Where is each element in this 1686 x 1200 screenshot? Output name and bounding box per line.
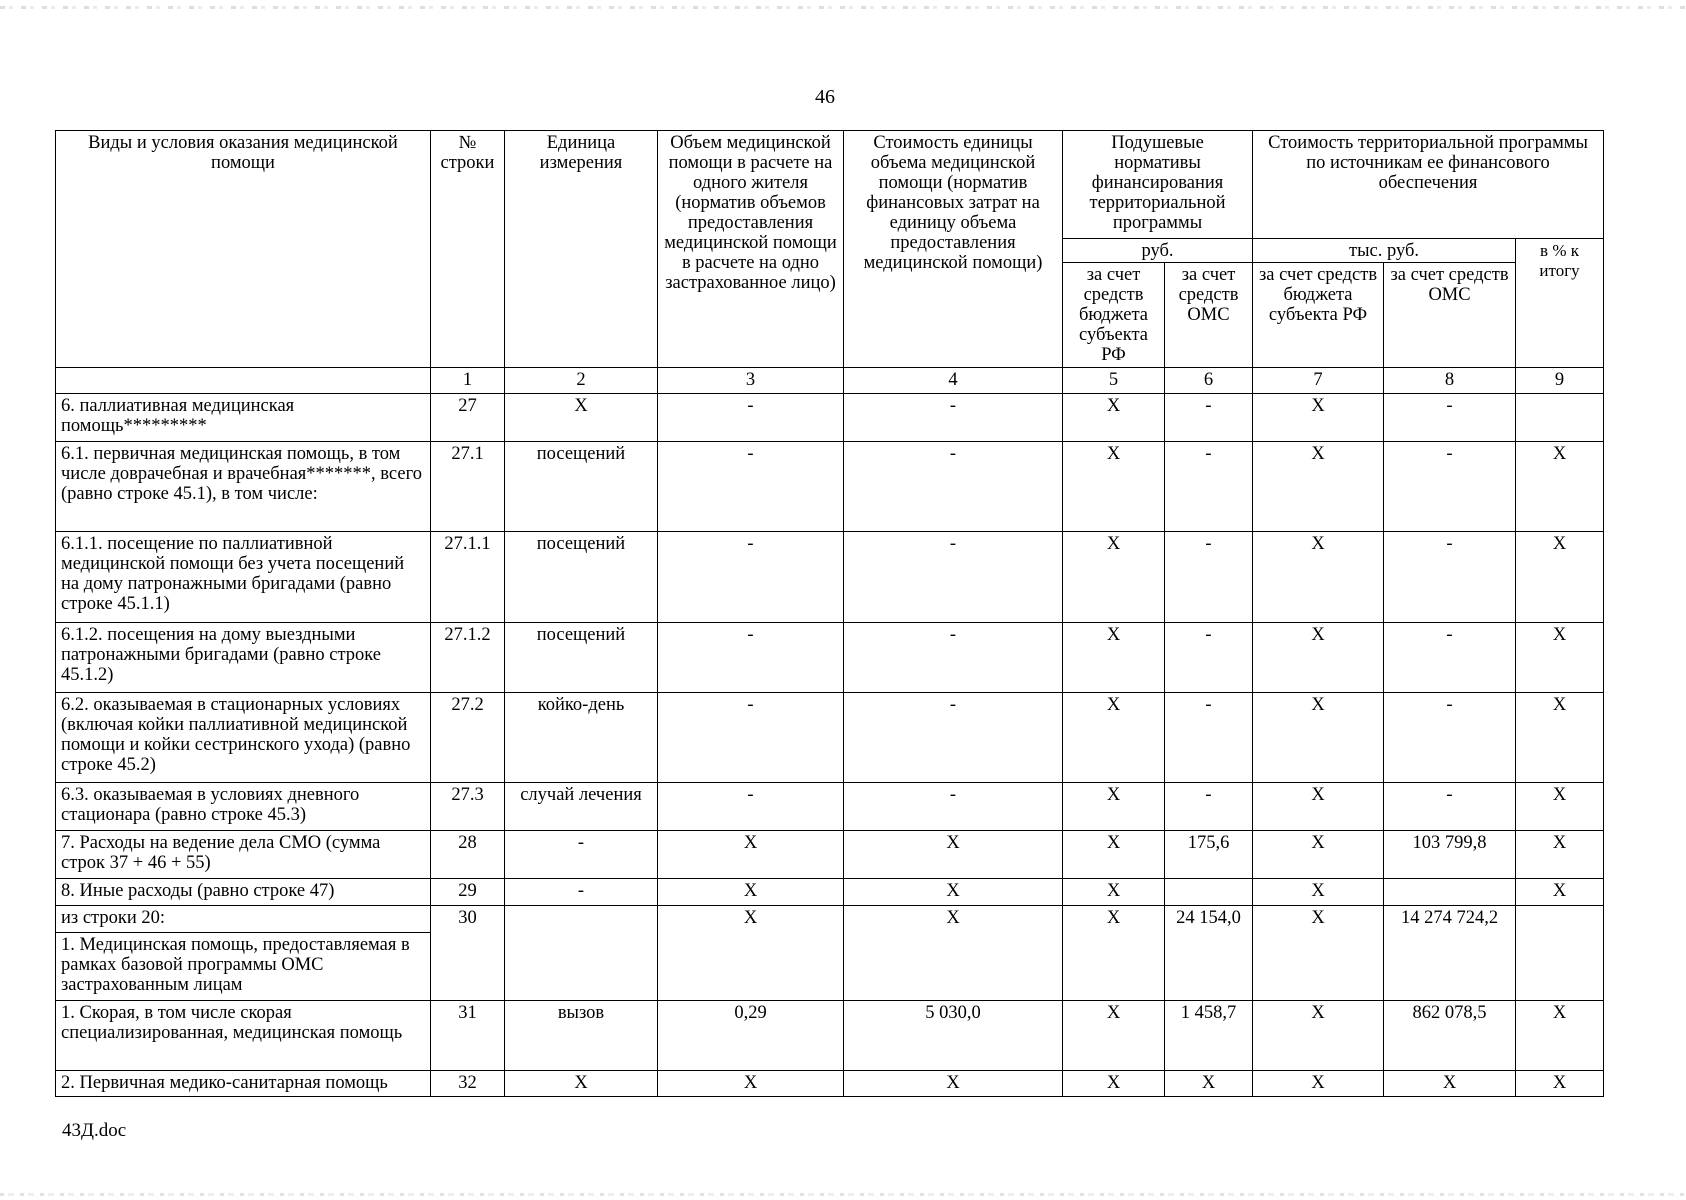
header-thous-rub: тыс. руб. [1253, 239, 1516, 263]
row-budget-rub: X [1063, 394, 1165, 442]
row-oms-thous: - [1384, 532, 1516, 623]
row-unit-cost: X [844, 831, 1063, 879]
header-unit: Единица измерения [505, 131, 658, 368]
row-unit: X [505, 1071, 658, 1097]
col-number [56, 368, 431, 394]
row-number: 30 [431, 906, 505, 1001]
col-number: 3 [658, 368, 844, 394]
row-budget-thous: X [1253, 442, 1384, 532]
row-unit: случай лечения [505, 783, 658, 831]
row-unit: посещений [505, 532, 658, 623]
header-oms-thous: за счет средств ОМС [1384, 263, 1516, 368]
row-budget-thous: X [1253, 693, 1384, 783]
row-oms-thous: - [1384, 623, 1516, 693]
row-percent: X [1516, 783, 1604, 831]
row-unit-cost: X [844, 879, 1063, 906]
column-numbers-row [56, 368, 1604, 394]
row-budget-rub: X [1063, 623, 1165, 693]
row-volume: - [658, 442, 844, 532]
row-budget-thous: X [1253, 831, 1384, 879]
row-oms-rub: - [1165, 532, 1253, 623]
row-budget-thous: X [1253, 1071, 1384, 1097]
row-percent: X [1516, 879, 1604, 906]
row-unit-cost: X [844, 1071, 1063, 1097]
table-row [56, 879, 1604, 906]
row-oms-rub: X [1165, 1071, 1253, 1097]
row-budget-rub: X [1063, 831, 1165, 879]
col-number: 9 [1516, 368, 1604, 394]
row-oms-rub: - [1165, 783, 1253, 831]
row-name: 6.1.2. посещения на дому выездными патронажными бригадами (равно строке 45.1.2) [56, 623, 431, 693]
table-row [56, 831, 1604, 879]
row-unit: койко-день [505, 693, 658, 783]
header-budget-thous: за счет средств бюджета субъекта РФ [1253, 263, 1384, 368]
row-oms-thous: X [1384, 1071, 1516, 1097]
table-row [56, 442, 1604, 532]
row-budget-thous: X [1253, 1001, 1384, 1071]
row-number: 27.2 [431, 693, 505, 783]
row-volume: 0,29 [658, 1001, 844, 1071]
col-number: 7 [1253, 368, 1384, 394]
row-budget-rub: X [1063, 906, 1165, 1001]
row-name: 6. паллиативная медицинская помощь********* [56, 394, 431, 442]
row-oms-thous: 14 274 724,2 [1384, 906, 1516, 1001]
table-row [56, 1071, 1604, 1097]
row-unit-cost: - [844, 394, 1063, 442]
page-number: 46 [815, 86, 835, 108]
col-number: 6 [1165, 368, 1253, 394]
row-oms-thous: 862 078,5 [1384, 1001, 1516, 1071]
row-oms-rub: - [1165, 442, 1253, 532]
row-number: 27.1.1 [431, 532, 505, 623]
row-unit: посещений [505, 623, 658, 693]
row-unit-cost: - [844, 442, 1063, 532]
row-number: 29 [431, 879, 505, 906]
row-oms-thous: - [1384, 693, 1516, 783]
row-percent: X [1516, 623, 1604, 693]
row-unit: вызов [505, 1001, 658, 1071]
row-percent: X [1516, 1071, 1604, 1097]
table-row [56, 532, 1604, 623]
header-oms-rub: за счет средств ОМС [1165, 263, 1253, 368]
header-cost: Стоимость территориальной программы по источникам ее финансового обеспечения [1253, 131, 1604, 239]
row-name: 6.2. оказываемая в стационарных условиях (включая койки паллиативной медицинской помощи и койки сестринского ухода) (равно строке 45.2) [56, 693, 431, 783]
row-oms-thous [1384, 879, 1516, 906]
header-row-1 [56, 131, 1604, 239]
row-percent: X [1516, 693, 1604, 783]
row-unit: - [505, 879, 658, 906]
row-name: из строки 20: [56, 906, 431, 933]
row-unit: - [505, 831, 658, 879]
row-volume: - [658, 783, 844, 831]
header-budget-rub: за счет средств бюджета субъекта РФ [1063, 263, 1165, 368]
document-filename: 43Д.doc [62, 1120, 127, 1141]
row-percent: X [1516, 831, 1604, 879]
row-unit-cost: X [844, 906, 1063, 1001]
col-number: 2 [505, 368, 658, 394]
row-oms-thous: 103 799,8 [1384, 831, 1516, 879]
row-volume: X [658, 906, 844, 1001]
row-number: 27 [431, 394, 505, 442]
row-oms-rub: 24 154,0 [1165, 906, 1253, 1001]
row-unit-cost: 5 030,0 [844, 1001, 1063, 1071]
row-oms-thous: - [1384, 442, 1516, 532]
row-unit-cost: - [844, 623, 1063, 693]
col-number: 8 [1384, 368, 1516, 394]
col-number: 5 [1063, 368, 1165, 394]
table-row [56, 693, 1604, 783]
row-percent [1516, 906, 1604, 1001]
financing-table [55, 130, 1604, 1097]
row-oms-rub: - [1165, 623, 1253, 693]
row-number: 32 [431, 1071, 505, 1097]
col-number: 4 [844, 368, 1063, 394]
row-unit: посещений [505, 442, 658, 532]
row-number: 27.3 [431, 783, 505, 831]
row-percent: X [1516, 532, 1604, 623]
row-number: 27.1.2 [431, 623, 505, 693]
row-budget-thous: X [1253, 906, 1384, 1001]
row-budget-rub: X [1063, 1071, 1165, 1097]
row-budget-thous: X [1253, 879, 1384, 906]
row-oms-rub: 1 458,7 [1165, 1001, 1253, 1071]
row-oms-rub: - [1165, 394, 1253, 442]
scan-noise-bottom [0, 1193, 1686, 1196]
row-name: 7. Расходы на ведение дела СМО (сумма строк 37 + 46 + 55) [56, 831, 431, 879]
header-percent: в % к итогу [1516, 239, 1604, 368]
row-name-continued: 1. Медицинская помощь, предоставляемая в рамках базовой программы ОМС застрахованным лицам [56, 933, 431, 1001]
row-budget-thous: X [1253, 783, 1384, 831]
row-oms-rub: - [1165, 693, 1253, 783]
row-volume: - [658, 532, 844, 623]
row-name: 6.1.1. посещение по паллиативной медицинской помощи без учета посещений на дому патронажными бригадами (равно строке 45.1.1) [56, 532, 431, 623]
row-oms-rub: 175,6 [1165, 831, 1253, 879]
row-unit-cost: - [844, 532, 1063, 623]
row-oms-thous: - [1384, 783, 1516, 831]
row-number: 31 [431, 1001, 505, 1071]
row-budget-rub: X [1063, 442, 1165, 532]
row-budget-rub: X [1063, 693, 1165, 783]
row-volume: - [658, 693, 844, 783]
row-volume: X [658, 1071, 844, 1097]
header-unit-cost: Стоимость единицы объема медицинской помощи (норматив финансовых затрат на единицу объема предоставления медицинской помощи) [844, 131, 1063, 368]
row-budget-rub: X [1063, 532, 1165, 623]
row-volume: - [658, 394, 844, 442]
header-volume: Объем медицинской помощи в расчете на одного жителя (норматив объемов предоставления медицинской помощи в расчете на одно застрахованное лицо) [658, 131, 844, 368]
row-name: 6.1. первичная медицинская помощь, в том числе доврачебная и врачебная*******, всего (равно строке 45.1), в том числе: [56, 442, 431, 532]
header-row-no: № строки [431, 131, 505, 368]
row-budget-thous: X [1253, 623, 1384, 693]
row-name: 8. Иные расходы (равно строке 47) [56, 879, 431, 906]
header-rub: руб. [1063, 239, 1253, 263]
row-number: 28 [431, 831, 505, 879]
header-per-capita: Подушевые нормативы финансирования территориальной программы [1063, 131, 1253, 239]
row-budget-thous: X [1253, 532, 1384, 623]
row-oms-rub [1165, 879, 1253, 906]
row-percent: X [1516, 1001, 1604, 1071]
row-unit-cost: - [844, 783, 1063, 831]
row-volume: X [658, 879, 844, 906]
row-unit [505, 906, 658, 1001]
row-unit: X [505, 394, 658, 442]
row-volume: X [658, 831, 844, 879]
table-row [56, 1001, 1604, 1071]
row-budget-thous: X [1253, 394, 1384, 442]
header-kinds: Виды и условия оказания медицинской помощи [56, 131, 431, 368]
table-row [56, 906, 1604, 933]
table-row [56, 783, 1604, 831]
row-budget-rub: X [1063, 1001, 1165, 1071]
row-budget-rub: X [1063, 879, 1165, 906]
row-oms-thous: - [1384, 394, 1516, 442]
row-percent: X [1516, 442, 1604, 532]
row-volume: - [658, 623, 844, 693]
table-row [56, 623, 1604, 693]
row-name: 6.3. оказываемая в условиях дневного стационара (равно строке 45.3) [56, 783, 431, 831]
row-budget-rub: X [1063, 783, 1165, 831]
col-number: 1 [431, 368, 505, 394]
row-name: 2. Первичная медико-санитарная помощь [56, 1071, 431, 1097]
scan-noise-top [0, 6, 1686, 9]
row-unit-cost: - [844, 693, 1063, 783]
row-number: 27.1 [431, 442, 505, 532]
table-row [56, 394, 1604, 442]
row-name: 1. Скорая, в том числе скорая специализированная, медицинская помощь [56, 1001, 431, 1071]
row-percent [1516, 394, 1604, 442]
